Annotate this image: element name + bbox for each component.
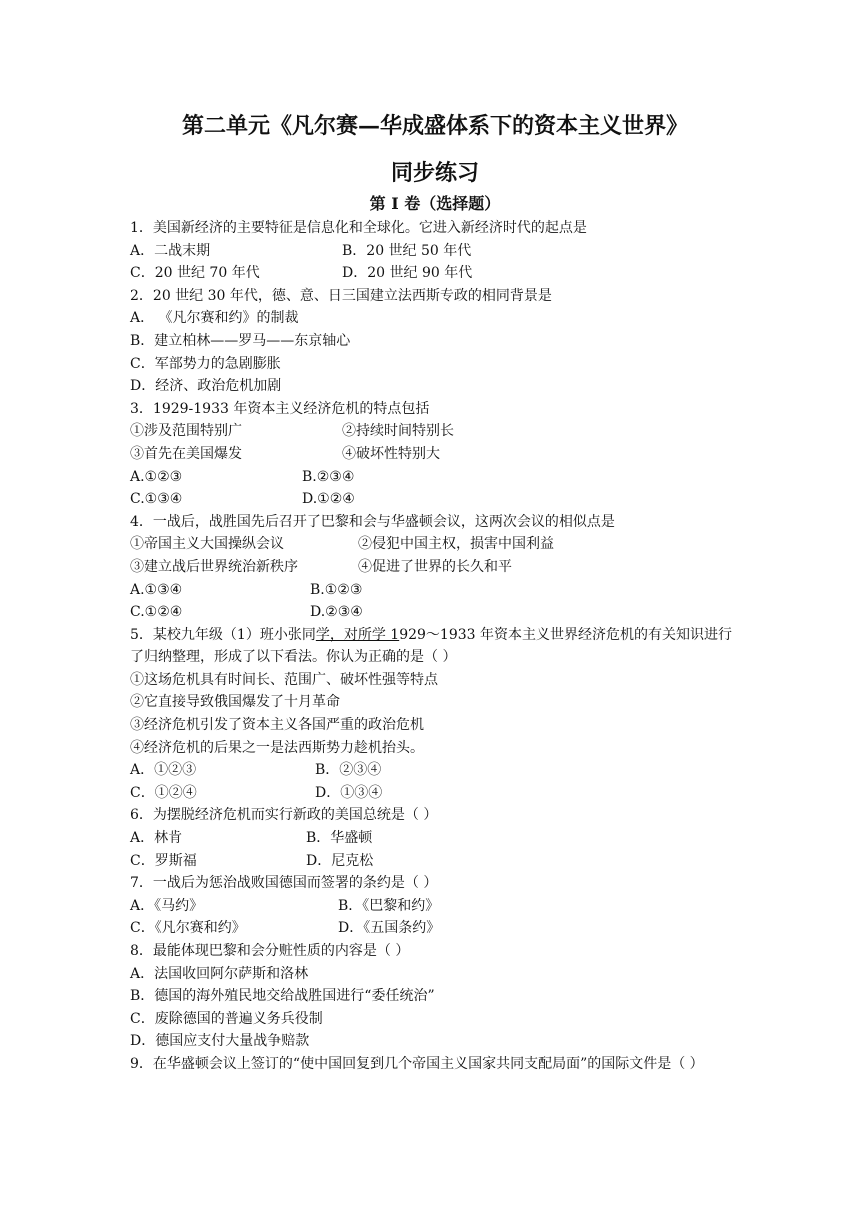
question-stem: 9．在华盛顿会议上签订的“使中国回复到几个帝国主义国家共同支配局面”的国际文件是（ ） <box>130 1055 704 1072</box>
question-stem: 8．最能体现巴黎和会分赃性质的内容是（ ） <box>130 943 410 959</box>
statement-4: ④促进了世界的长久和平 <box>358 558 512 575</box>
option-a: A．①②③ <box>130 762 197 779</box>
statement-1: ①这场危机具有时间长、范围广、破坏性强等特点 <box>130 671 438 688</box>
option-row <box>130 601 740 624</box>
option-row <box>130 850 740 873</box>
option-d: D．尼克松 <box>306 852 374 869</box>
statement-1: ①涉及范围特别广 <box>130 423 242 440</box>
statement-row <box>130 556 740 579</box>
document-subtitle: 同步练习 <box>390 160 479 186</box>
option-d: D．20 世纪 90 年代 <box>342 265 473 282</box>
question-stem-underlined: 学，对所学 1 <box>315 626 400 643</box>
statement-3: ③首先在美国爆发 <box>130 445 242 462</box>
option-row <box>130 782 740 805</box>
document-page <box>130 0 740 1216</box>
option-c: C.①③④ <box>130 491 183 508</box>
statement-4: ④经济危机的后果之一是法西斯势力趁机抬头。 <box>130 739 424 756</box>
option-b: B．建立柏林——罗马——东京轴心 <box>130 332 351 349</box>
option-b: B.①②③ <box>310 581 363 598</box>
option-row <box>130 579 740 602</box>
statement-2: ②侵犯中国主权，损害中国利益 <box>358 536 554 553</box>
option-a: A．林肯 <box>130 830 183 847</box>
option-c: C.①②④ <box>130 604 183 621</box>
statement-row <box>130 533 740 556</box>
option-row <box>130 466 740 489</box>
option-b: B．20 世纪 50 年代 <box>342 242 472 259</box>
statement-row <box>130 443 740 466</box>
option-d: D．《五国条约》 <box>338 920 441 937</box>
option-row <box>130 262 740 285</box>
question-list <box>130 217 740 1076</box>
option-b: B．《巴黎和约》 <box>338 897 440 914</box>
option-a: A．法国收回阿尔萨斯和洛林 <box>130 965 309 982</box>
question-stem: 2．20 世纪 30 年代，德、意、日三国建立法西斯专政的相同背景是 <box>130 287 552 304</box>
option-row <box>130 240 740 263</box>
statement-3: ③建立战后世界统治新秩序 <box>130 558 298 575</box>
option-b: B．德国的海外殖民地交给战胜国进行“委任统治” <box>130 988 435 1005</box>
option-c: C．①②④ <box>130 784 197 801</box>
option-d: D．经济、政治危机加剧 <box>130 378 282 395</box>
question-stem: 6．为摆脱经济危机而实行新政的美国总统是（ ） <box>130 807 438 824</box>
option-c: C．罗斯福 <box>130 852 197 869</box>
statement-3: ③经济危机引发了资本主义各国严重的政治危机 <box>130 717 424 734</box>
option-c: C．《凡尔赛和约》 <box>130 920 246 937</box>
document-title: 第二单元《凡尔赛—华成盛体系下的资本主义世界》 <box>181 113 688 139</box>
question-stem: 7．一战后为惩治战败国德国而签署的条约是（ ） <box>130 875 438 892</box>
question-stem <box>130 624 740 669</box>
question-stem-start: 5．某校九年级（1）班小张同 <box>130 626 316 643</box>
option-c: C．废除德国的普遍义务兵役制 <box>130 1010 323 1027</box>
option-a: A． 《凡尔赛和约》的制裁 <box>130 310 299 327</box>
question-stem-end: 929～1933 年资本主义世界经济危机的有关知识进行了归纳整理，形成了以下看法。你认为正确的是（ ） <box>130 626 732 666</box>
question-stem: 4．一战后，战胜国先后召开了巴黎和会与华盛顿会议，这两次会议的相似点是 <box>130 513 615 530</box>
option-d: D.②③④ <box>310 604 363 621</box>
question-stem: 3．1929-1933 年资本主义经济危机的特点包括 <box>130 400 430 417</box>
option-row <box>130 827 740 850</box>
option-d: D.①②④ <box>302 491 355 508</box>
option-b: B．②③④ <box>315 762 382 779</box>
option-b: B.②③④ <box>302 468 355 485</box>
section-heading: 第 I 卷（选择题） <box>369 194 501 213</box>
statement-2: ②持续时间特别长 <box>342 423 454 440</box>
option-row <box>130 895 740 918</box>
statement-4: ④破坏性特别大 <box>342 445 440 462</box>
option-row <box>130 759 740 782</box>
option-a: A.①③④ <box>130 581 183 598</box>
option-a: A．二战末期 <box>130 242 211 259</box>
option-row <box>130 917 740 940</box>
option-b: B．华盛顿 <box>306 830 373 847</box>
option-a: A.①②③ <box>130 468 183 485</box>
statement-2: ②它直接导致俄国爆发了十月革命 <box>130 694 340 711</box>
option-a: A．《马约》 <box>130 897 204 914</box>
option-d: D．德国应支付大量战争赔款 <box>130 1033 310 1050</box>
option-c: C．20 世纪 70 年代 <box>130 265 260 282</box>
statement-1: ①帝国主义大国操纵会议 <box>130 536 284 553</box>
option-c: C．军部势力的急剧膨胀 <box>130 355 281 372</box>
question-stem: 1．美国新经济的主要特征是信息化和全球化。它进入新经济时代的起点是 <box>130 220 587 236</box>
statement-row <box>130 420 740 443</box>
option-row <box>130 488 740 511</box>
option-d: D．①③④ <box>315 784 383 801</box>
